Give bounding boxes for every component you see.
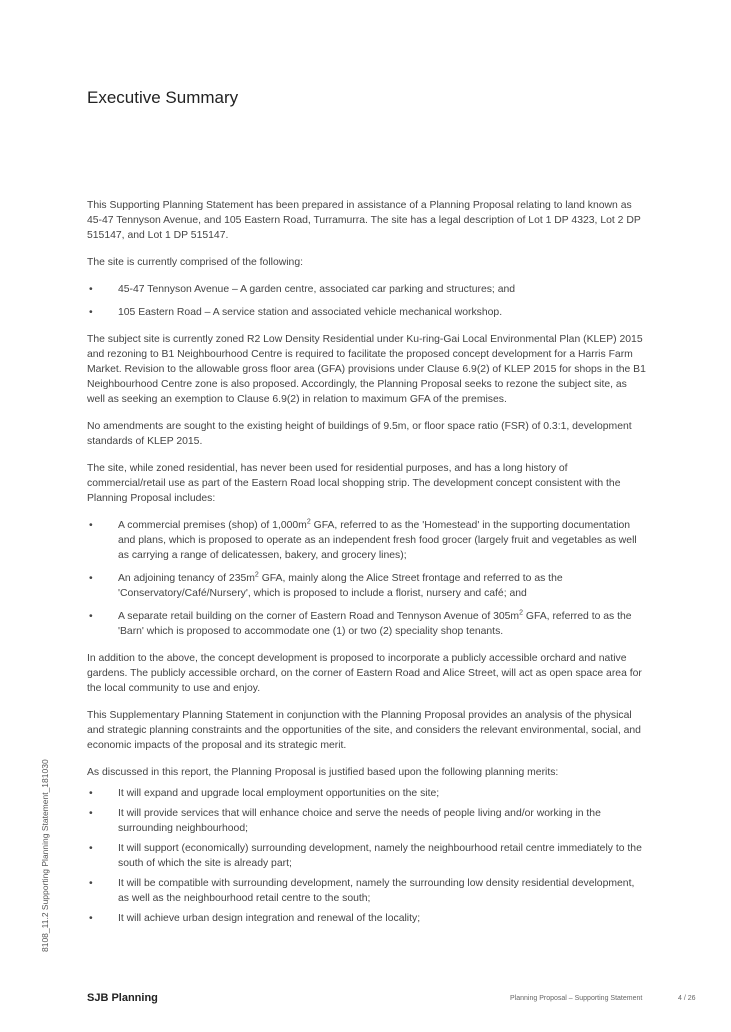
list-item: • It will support (economically) surrounding development, namely the neighbourhood retail centre immediately to the south of which the site is already part; — [89, 843, 642, 869]
site-list — [87, 282, 647, 320]
page-number: 4 / 26 — [678, 995, 696, 1002]
list-item: • 105 Eastern Road – A service station and associated vehicle mechanical workshop. — [89, 307, 503, 318]
no-amendment-paragraph: No amendments are sought to the existing height of buildings of 9.5m, or floor space ratio (FSR) of 0.3:1, development standards of KLEP 2015. — [87, 421, 632, 447]
list-item: • A separate retail building on the corner of Eastern Road and Tennyson Avenue of $305m^2$ GFA, referred to as the 'Barn' which is proposed to accommodate one (1) or two (2) speciality shop tenants. — [89, 609, 632, 637]
bullet-icon: • — [89, 788, 93, 799]
list-item: • It will expand and upgrade local employment opportunities on the site; — [89, 788, 440, 799]
footer-document-title: Planning Proposal – Supporting Statement — [510, 995, 643, 1002]
bullet-icon: • — [89, 913, 93, 924]
bullet-icon: • — [89, 878, 93, 889]
merits-list — [87, 786, 647, 926]
list-item: • A commercial premises (shop) of $1,000m^2$ GFA, referred to as the 'Homestead' in the supporting documentation and plans, which is proposed to operate as an independent fresh food grocer (largely fruit and vegetables as well as carrying a range of delicatessen, bakery, and grocery lines); — [89, 518, 637, 561]
list-item: • 45-47 Tennyson Avenue – A garden centre, associated car parking and structures; and — [89, 284, 516, 295]
list-item: • It will achieve urban design integration and renewal of the locality; — [89, 913, 421, 924]
bullet-icon: • — [89, 573, 93, 584]
bullet-icon: • — [89, 843, 93, 854]
history-paragraph: The site, while zoned residential, has never been used for residential purposes, and has a long history of commercial/retail use as part of the Eastern Road local shopping strip. The development concept consistent with the Planning Proposal includes: — [87, 463, 621, 504]
bullet-icon: • — [89, 808, 93, 819]
bullet-icon: • — [89, 307, 93, 318]
bullet-icon: • — [89, 520, 93, 531]
concept-list — [87, 518, 647, 639]
bullet-icon: • — [89, 284, 93, 295]
list-item: • An adjoining tenancy of $235m^2$ GFA, mainly along the Alice Street frontage and referred to as the 'Conservatory/Café/Nursery', which is proposed to include a florist, nursery and café; and — [89, 571, 563, 599]
analysis-paragraph: This Supplementary Planning Statement in conjunction with the Planning Proposal provides an analysis of the physical and strategic planning constraints and the opportunities of the site, and considers the relevant environmental, social, and economic impacts of the proposal and its strategic merit. — [87, 710, 641, 751]
bullet-icon: • — [89, 611, 93, 622]
list-item: • It will be compatible with surrounding development, namely the surrounding low density residential development, as well as the neighbourhood retail centre to the south; — [89, 878, 635, 904]
list-item: • It will provide services that will enhance choice and serve the needs of people living and/or working in the surrounding neighbourhood; — [89, 808, 601, 834]
merits-lead-paragraph: As discussed in this report, the Planning Proposal is justified based upon the following planning merits: — [87, 767, 559, 778]
addition-paragraph: In addition to the above, the concept development is proposed to incorporate a publicly accessible orchard and native gardens. The publicly accessible orchard, on the corner of Eastern Road and Alice Street, will act as open space area for the local community to use and enjoy. — [87, 653, 642, 694]
footer-brand: SJB Planning — [87, 992, 158, 1004]
document-reference: 8108_11.2 Supporting Planning Statement_181030 — [40, 759, 50, 952]
site-lead-paragraph: The site is currently comprised of the following: — [87, 257, 303, 268]
intro-paragraph: This Supporting Planning Statement has been prepared in assistance of a Planning Proposal relating to land known as 45-47 Tennyson Avenue, and 105 Eastern Road, Turramurra. The site has a legal description of Lot 1 DP 4323, Lot 2 DP 515147, and Lot 1 DP 515147. — [87, 200, 641, 241]
zoning-paragraph: The subject site is currently zoned R2 Low Density Residential under Ku-ring-Gai Local Environmental Plan (KLEP) 2015 and rezoning to B1 Neighbourhood Centre is required to facilitate the proposed concept development for a Harris Farm Market. Revision to the allowable gross floor area (GFA) provisions under Clause 6.9(2) of KLEP 2015 for shops in the B1 Neighbourhood Centre zone is also proposed. Accordingly, the Planning Proposal seeks to rezone the subject site, as well as seeking an exemption to Clause 6.9(2) in relation to maximum GFA of the premises. — [87, 334, 646, 405]
body-content — [87, 198, 647, 938]
page-title: Executive Summary — [87, 88, 239, 107]
